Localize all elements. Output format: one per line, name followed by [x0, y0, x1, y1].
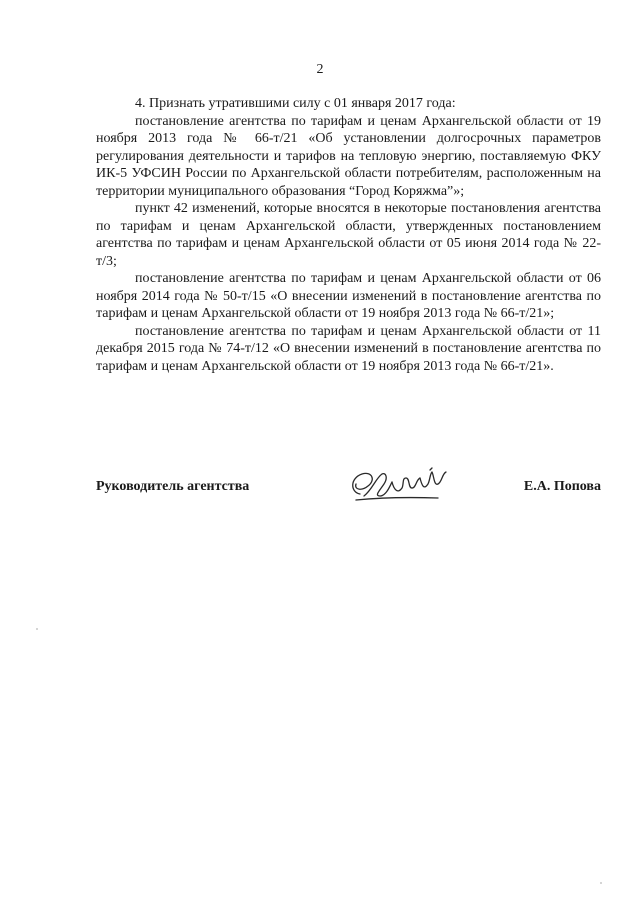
scan-artifact	[36, 628, 38, 630]
signatory-name: Е.А. Попова	[523, 479, 601, 494]
paragraph-resolution-50: постановление агентства по тарифам и ценам Архангельской области от 06 ноября 2014 года № 50-т/15 «О внесении изменений в постановление агентства по тарифам и ценам Архангельской области от 19 ноября 2013 года № 66-т/21»;	[96, 271, 601, 321]
signatory-title: Руководитель агентства	[96, 479, 250, 494]
paragraph-resolution-74: постановление агентства по тарифам и ценам Архангельской области от 11 декабря 2015 года № 74-т/12 «О внесении изменений в постановление агентства по тарифам и ценам Архангельской области от 19 ноября 2013 года № 66-т/21».	[96, 323, 601, 374]
paragraph-item-4: 4. Признать утратившими силу с 01 января 2017 года:	[135, 96, 456, 111]
paragraph-point-42: пункт 42 изменений, которые вносятся в некоторые постановления агентства по тарифам и ценам Архангельской области, утвержденных постановлением агентства по тарифам и ценам Архангельской области от 05 июня 2014 года № 22-т/3;	[96, 201, 601, 269]
signature-block	[96, 464, 601, 514]
paragraph-resolution-66: постановление агентства по тарифам и ценам Архангельской области от 19 ноября 2013 года № 66-т/21 «Об установлении долгосрочных параметров регулирования деятельности и тарифов на тепловую энергию, поставляемую ФКУ ИК-5 УФСИН России по Архангельской области потребителям, расположенным на территории муниципального образования “Город Коряжма”»;	[96, 113, 601, 199]
page-number: 2	[316, 62, 324, 77]
document-body	[96, 95, 601, 375]
handwritten-signature	[346, 464, 456, 508]
scan-artifact	[600, 882, 602, 884]
